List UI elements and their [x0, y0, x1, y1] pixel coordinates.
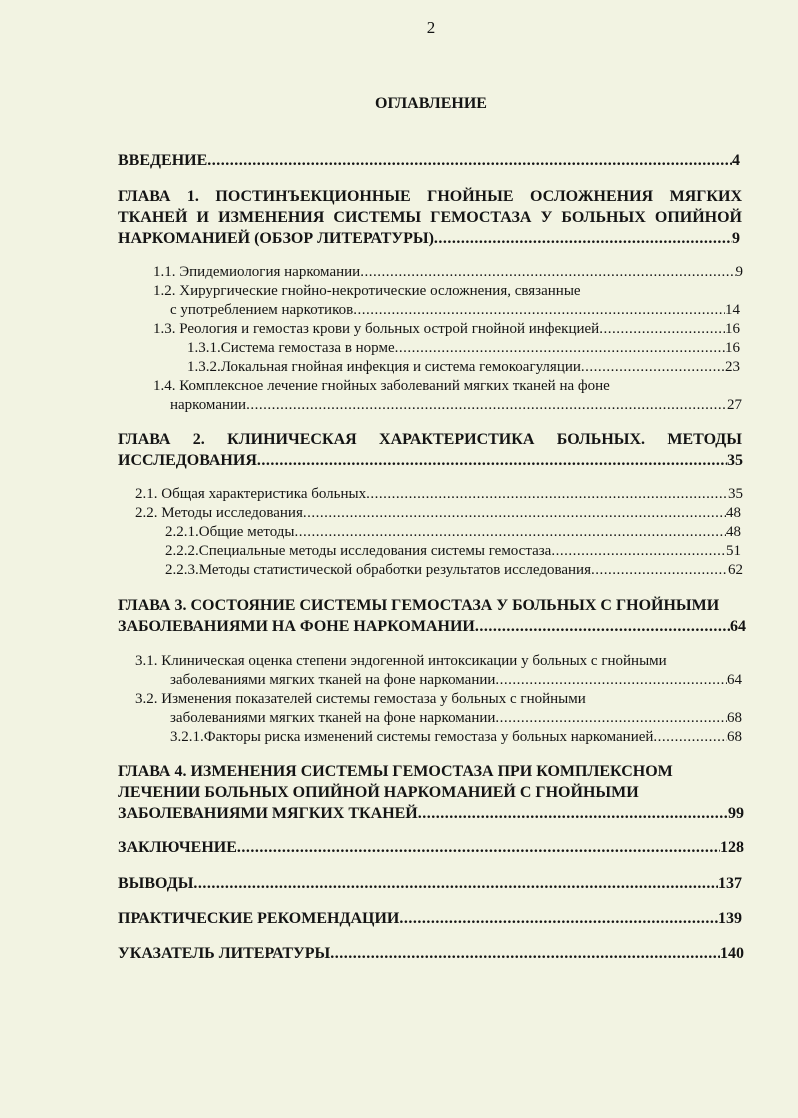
toc-entry-2-2-3[interactable] — [165, 560, 743, 581]
toc-page-number: 128 — [720, 839, 744, 856]
toc-entry-conclusion[interactable] — [118, 837, 744, 858]
toc-entry-2-2[interactable] — [135, 503, 741, 524]
chapter3-heading-line1[interactable]: ГЛАВА 3. СОСТОЯНИЕ СИСТЕМЫ ГЕМОСТАЗА У БОЛЬНЫХ С ГНОЙНЫМИ — [118, 597, 720, 614]
dot-leader — [495, 708, 727, 729]
toc-entry-text: 1.3.1.Система гемостаза в норме — [187, 340, 395, 356]
toc-entry-text: ВВЕДЕНИЕ — [118, 152, 208, 169]
toc-entry-text: 2.2.1.Общие методы — [165, 524, 295, 540]
toc-entry-1-2-line1[interactable]: 1.2. Хирургические гнойно-некротические осложнения, связанные — [153, 283, 581, 299]
dot-leader — [475, 616, 730, 637]
dot-leader — [193, 873, 718, 894]
toc-page-number: 68 — [727, 729, 742, 745]
chapter2-heading-line1[interactable]: ГЛАВА 2. КЛИНИЧЕСКАЯ ХАРАКТЕРИСТИКА БОЛЬНЫХ. МЕТОДЫ — [118, 431, 742, 448]
toc-page-number: 64 — [727, 672, 742, 688]
toc-page-number: 48 — [726, 505, 741, 521]
toc-entry-text: 1.3.2.Локальная гнойная инфекция и система гемокоагуляции — [187, 359, 581, 375]
toc-entry-1-4-line1[interactable]: 1.4. Комплексное лечение гнойных заболеваний мягких тканей на фоне — [153, 378, 610, 394]
toc-page-number: 62 — [728, 562, 743, 578]
toc-page-number: 137 — [718, 875, 742, 892]
dot-leader — [207, 150, 732, 171]
toc-entry-text: 1.1. Эпидемиология наркомании — [153, 264, 361, 280]
dot-leader — [591, 560, 728, 581]
toc-entry-2-1[interactable] — [135, 484, 743, 505]
toc-entry-1-2[interactable] — [170, 300, 740, 321]
toc-entry-text: с употреблением наркотиков — [170, 302, 354, 318]
toc-entry-findings[interactable] — [118, 873, 742, 894]
page-title: ОГЛАВЛЕНИЕ — [375, 95, 487, 112]
toc-entry-text: ВЫВОДЫ — [118, 875, 194, 892]
toc-entry-1-4[interactable] — [170, 395, 742, 416]
toc-page-number: 64 — [730, 618, 746, 635]
toc-entry-text: ПРАКТИЧЕСКИЕ РЕКОМЕНДАЦИИ — [118, 910, 400, 927]
chapter1-heading-line1[interactable]: ГЛАВА 1. ПОСТИНЪЕКЦИОННЫЕ ГНОЙНЫЕ ОСЛОЖНЕНИЯ МЯГКИХ — [118, 188, 742, 205]
toc-entry-3-1[interactable] — [170, 670, 742, 691]
toc-entry-3-2-line1[interactable]: 3.2. Изменения показателей системы гемостаза у больных с гнойными — [135, 691, 586, 707]
dot-leader — [237, 837, 720, 858]
dot-leader — [495, 670, 727, 691]
toc-page-number: 4 — [732, 152, 740, 169]
toc-entry-text: ИССЛЕДОВАНИЯ — [118, 452, 257, 469]
dot-leader — [295, 522, 727, 543]
toc-entry-text: 2.1. Общая характеристика больных — [135, 486, 367, 502]
toc-entry-text: НАРКОМАНИЕЙ (ОБЗОР ЛИТЕРАТУРЫ) — [118, 230, 434, 247]
toc-entry-text: 2.2.2.Специальные методы исследования системы гемостаза — [165, 543, 552, 559]
dot-leader — [653, 727, 727, 748]
toc-entry-1-3[interactable] — [153, 319, 740, 340]
toc-entry-chapter4[interactable] — [118, 803, 744, 824]
toc-entry-1-1[interactable] — [153, 262, 743, 283]
toc-page-number: 99 — [728, 805, 744, 822]
toc-entry-intro[interactable] — [118, 150, 740, 171]
toc-entry-text: наркомании — [170, 397, 247, 413]
toc-page-number: 16 — [725, 340, 740, 356]
toc-entry-recommendations[interactable] — [118, 908, 742, 929]
toc-entry-2-2-1[interactable] — [165, 522, 741, 543]
toc-entry-text: заболеваниями мягких тканей на фоне наркомании — [170, 710, 496, 726]
toc-page-number: 68 — [727, 710, 742, 726]
toc-entry-3-2-1[interactable] — [170, 727, 742, 748]
dot-leader — [360, 262, 735, 283]
toc-entry-references[interactable] — [118, 943, 744, 964]
dot-leader — [257, 450, 727, 471]
dot-leader — [353, 300, 725, 321]
toc-entry-text: ЗАБОЛЕВАНИЯМИ МЯГКИХ ТКАНЕЙ — [118, 805, 418, 822]
dot-leader — [330, 943, 720, 964]
toc-entry-text: УКАЗАТЕЛЬ ЛИТЕРАТУРЫ — [118, 945, 331, 962]
toc-page-number: 23 — [725, 359, 740, 375]
toc-entry-1-3-1[interactable] — [187, 338, 740, 359]
toc-entry-text: ЗАКЛЮЧЕНИЕ — [118, 839, 237, 856]
toc-page-number: 9 — [735, 264, 743, 280]
chapter4-heading-line1[interactable]: ГЛАВА 4. ИЗМЕНЕНИЯ СИСТЕМЫ ГЕМОСТАЗА ПРИ КОМПЛЕКСНОМ — [118, 763, 673, 780]
dot-leader — [366, 484, 728, 505]
page-number: 2 — [426, 18, 436, 37]
toc-page-number: 14 — [725, 302, 740, 318]
toc-page-number: 35 — [728, 486, 743, 502]
chapter4-heading-line2[interactable]: ЛЕЧЕНИИ БОЛЬНЫХ ОПИЙНОЙ НАРКОМАНИЕЙ С ГНОЙНЫМИ — [118, 784, 639, 801]
toc-page-number: 48 — [726, 524, 741, 540]
dot-leader — [434, 228, 732, 249]
toc-page-number: 140 — [720, 945, 744, 962]
toc-entry-text: ЗАБОЛЕВАНИЯМИ НА ФОНЕ НАРКОМАНИИ — [118, 618, 475, 635]
dot-leader — [551, 541, 726, 562]
dot-leader — [399, 908, 718, 929]
toc-page-number: 16 — [725, 321, 740, 337]
toc-entry-text: 2.2. Методы исследования — [135, 505, 303, 521]
toc-page-number: 139 — [718, 910, 742, 927]
toc-entry-chapter2[interactable] — [118, 450, 743, 471]
dot-leader — [395, 338, 725, 359]
toc-page-number: 27 — [727, 397, 742, 413]
chapter1-heading-line2[interactable]: ТКАНЕЙ И ИЗМЕНЕНИЯ СИСТЕМЫ ГЕМОСТАЗА У БОЛЬНЫХ ОПИЙНОЙ — [118, 209, 742, 226]
toc-entry-1-3-2[interactable] — [187, 357, 740, 378]
toc-entry-chapter3[interactable] — [118, 616, 746, 637]
toc-entry-3-1-line1[interactable]: 3.1. Клиническая оценка степени эндогенной интоксикации у больных с гнойными — [135, 653, 667, 669]
toc-entry-2-2-2[interactable] — [165, 541, 741, 562]
dot-leader — [246, 395, 727, 416]
dot-leader — [418, 803, 728, 824]
toc-entry-text: 2.2.3.Методы статистической обработки результатов исследования — [165, 562, 591, 578]
dot-leader — [581, 357, 725, 378]
toc-entry-text: 3.2.1.Факторы риска изменений системы гемостаза у больных наркоманией — [170, 729, 654, 745]
dot-leader — [599, 319, 725, 340]
toc-page-number: 35 — [727, 452, 743, 469]
toc-page-number: 9 — [732, 230, 740, 247]
dot-leader — [303, 503, 726, 524]
toc-entry-text: 1.3. Реология и гемостаз крови у больных острой гнойной инфекцией — [153, 321, 600, 337]
toc-page-number: 51 — [726, 543, 741, 559]
toc-entry-text: заболеваниями мягких тканей на фоне наркомании — [170, 672, 496, 688]
toc-entry-3-2[interactable] — [170, 708, 742, 729]
toc-entry-chapter1[interactable] — [118, 228, 740, 249]
